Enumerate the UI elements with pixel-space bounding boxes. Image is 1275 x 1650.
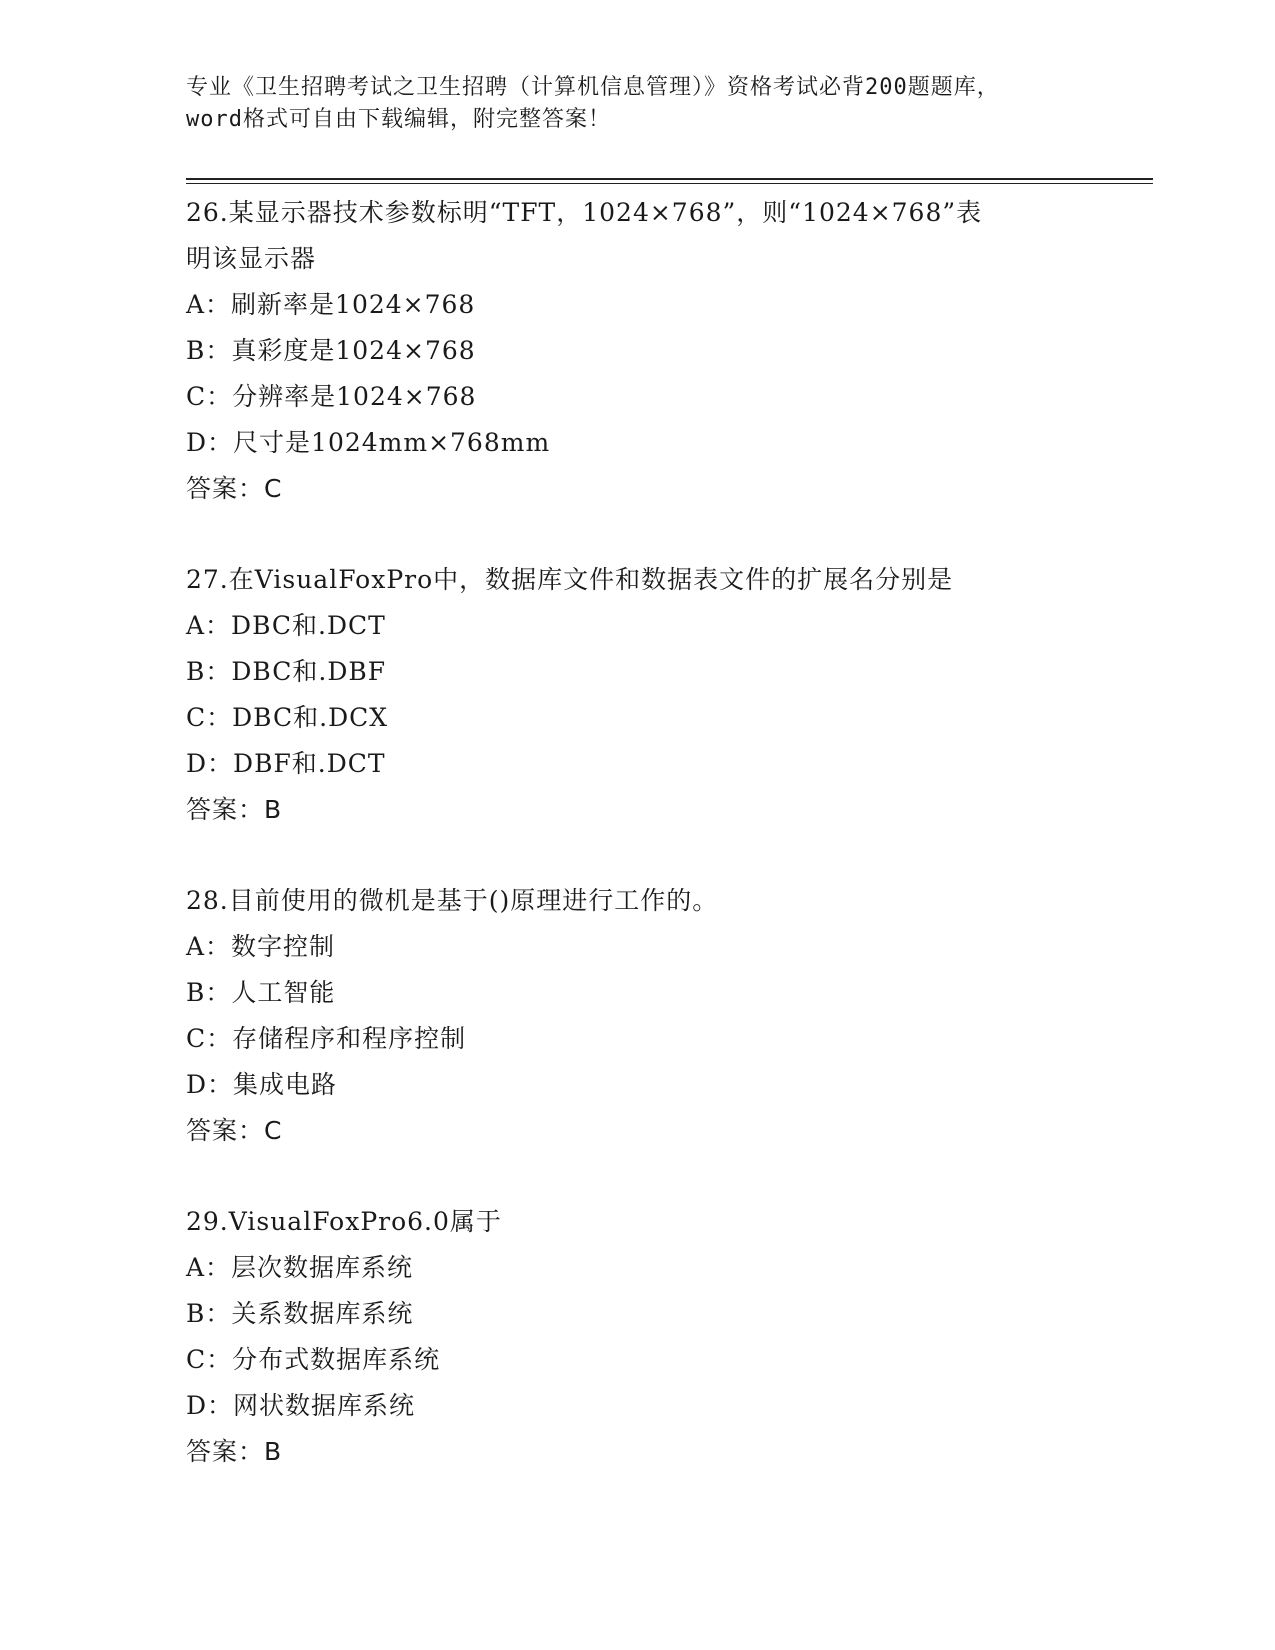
document-header xyxy=(186,72,1086,136)
answer-line: 答案：B xyxy=(186,1437,283,1466)
option-d: D：尺寸是1024mm×768mm xyxy=(186,428,551,457)
header-line-1: 专业《卫生招聘考试之卫生招聘（计算机信息管理）》资格考试必背200题题库， xyxy=(186,75,1000,100)
option-d: D：网状数据库系统 xyxy=(186,1391,416,1420)
header-line-2: word格式可自由下载编辑，附完整答案！ xyxy=(186,107,611,132)
question-stem-continued: 明该显示器 xyxy=(186,244,317,273)
option-c: C：分布式数据库系统 xyxy=(186,1345,441,1374)
answer-line: 答案：C xyxy=(186,1116,283,1145)
option-d: D：DBF和.DCT xyxy=(186,749,386,778)
option-d: D：集成电路 xyxy=(186,1070,338,1099)
option-a: A：数字控制 xyxy=(186,932,336,961)
option-a: A：刷新率是1024×768 xyxy=(186,290,476,319)
answer-line: 答案：C xyxy=(186,474,283,503)
question-list xyxy=(186,190,1086,1520)
question-stem: 28.目前使用的微机是基于()原理进行工作的。 xyxy=(186,886,719,915)
question-27 xyxy=(186,557,1086,833)
question-stem: 29.VisualFoxPro6.0属于 xyxy=(186,1207,502,1236)
question-stem: 26.某显示器技术参数标明“TFT，1024×768”，则“1024×768”表 xyxy=(186,198,983,227)
answer-line: 答案：B xyxy=(186,795,283,824)
question-29 xyxy=(186,1199,1086,1475)
question-stem: 27.在VisualFoxPro中，数据库文件和数据表文件的扩展名分别是 xyxy=(186,565,954,594)
option-b: B：关系数据库系统 xyxy=(186,1299,414,1328)
option-a: A：DBC和.DCT xyxy=(186,611,386,640)
question-28 xyxy=(186,878,1086,1154)
header-divider-thin xyxy=(186,183,1153,184)
option-c: C：分辨率是1024×768 xyxy=(186,382,477,411)
header-divider-thick xyxy=(186,178,1153,180)
question-26 xyxy=(186,190,1086,512)
option-b: B：真彩度是1024×768 xyxy=(186,336,476,365)
option-b: B：DBC和.DBF xyxy=(186,657,387,686)
option-c: C：存储程序和程序控制 xyxy=(186,1024,467,1053)
option-c: C：DBC和.DCX xyxy=(186,703,389,732)
option-b: B：人工智能 xyxy=(186,978,336,1007)
option-a: A：层次数据库系统 xyxy=(186,1253,414,1282)
